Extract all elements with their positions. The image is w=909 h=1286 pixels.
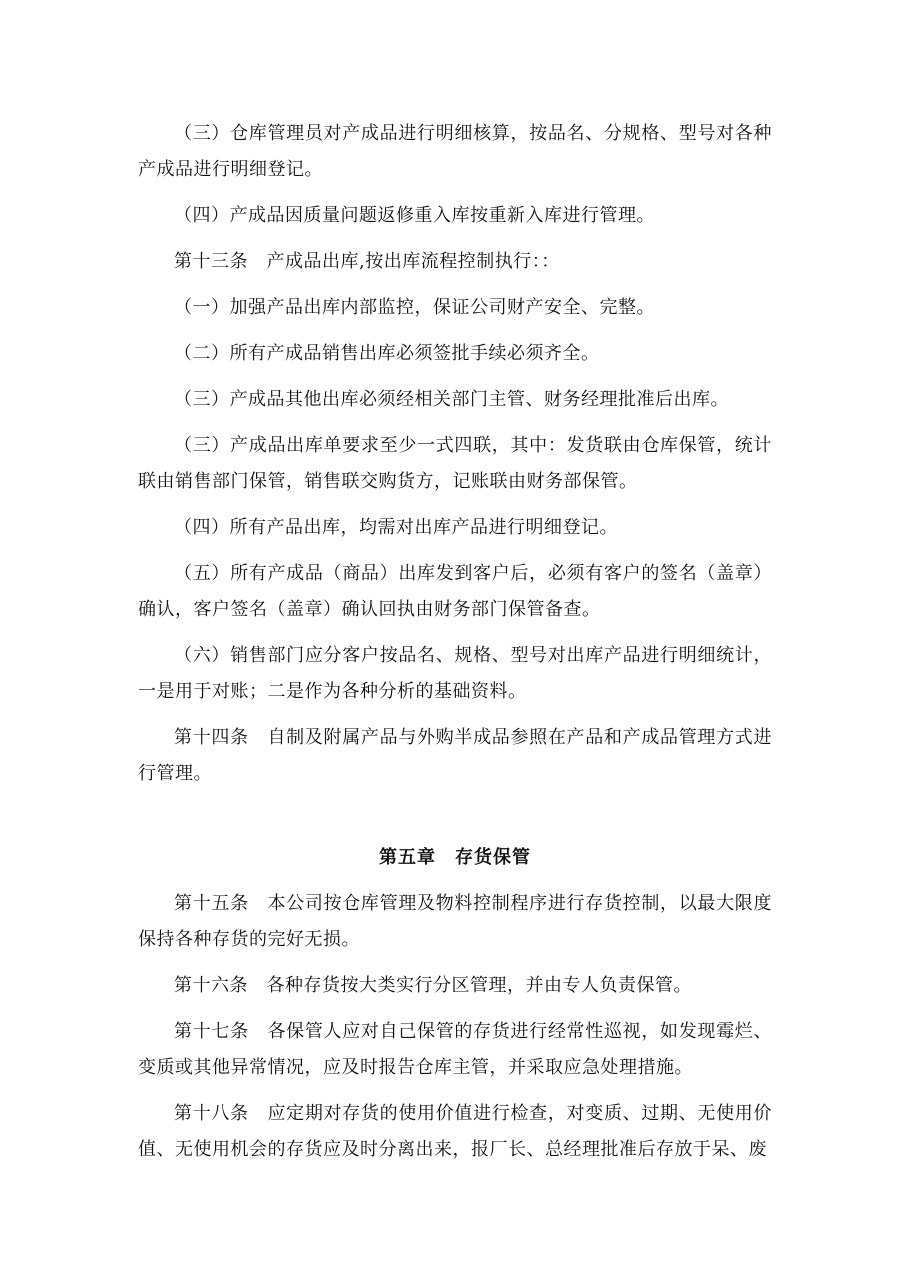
paragraph-3-other-outbound: （三）产成品其他出库必须经相关部门主管、财务经理批准后出库。	[174, 389, 729, 410]
paragraph-3-outbound-form: （三）产成品出库单要求至少一式四联，其中：发货联由仓库保管，统计联由销售部门保管，销售联交购货方，记账联由财务部保管。	[138, 435, 772, 492]
chapter-title: 第五章 存货保管	[379, 847, 531, 868]
paragraph-6-sales-statistics: （六）销售部门应分客户按品名、规格、型号对出库产品进行明细统计，一是用于对账；二是作为各种分析的基础资料。	[138, 645, 772, 702]
paragraph-2-approval: （二）所有产成品销售出库必须签批手续必须齐全。	[174, 343, 600, 364]
article-14: 第十四条 自制及附属产品与外购半成品参照在产品和产成品管理方式进行管理。	[138, 727, 772, 784]
article-17: 第十七条 各保管人应对自己保管的存货进行经常性巡视，如发现霉烂、变质或其他异常情况，应及时报告仓库主管，并采取应急处理措施。	[138, 1021, 772, 1078]
article-13-heading: 第十三条 产成品出库,按出库流程控制执行：：	[174, 251, 560, 272]
article-18: 第十八条 应定期对存货的使用价值进行检查，对变质、过期、无使用价值、无使用机会的存货应及时分离出来，报厂长、总经理批准后存放于呆、废	[138, 1103, 772, 1160]
paragraph-1-monitoring: （一）加强产品出库内部监控，保证公司财产安全、完整。	[174, 297, 655, 318]
article-15: 第十五条 本公司按仓库管理及物料控制程序进行存货控制，以最大限度保持各种存货的完好无损。	[138, 893, 772, 950]
article-16: 第十六条 各种存货按大类实行分区管理，并由专人负责保管。	[174, 975, 692, 996]
paragraph-5-customer-confirmation: （五）所有产成品（商品）出库发到客户后，必须有客户的签名（盖章）确认，客户签名（盖章）确认回执由财务部门保管备查。	[138, 563, 772, 620]
paragraph-3-detail-accounting: （三）仓库管理员对产成品进行明细核算，按品名、分规格、型号对各种产成品进行明细登记。	[138, 123, 772, 180]
document-body	[138, 116, 772, 1178]
paragraph-4-registration: （四）所有产品出库，均需对出库产品进行明细登记。	[174, 517, 618, 538]
paragraph-4-rework: （四）产成品因质量问题返修重入库按重新入库进行管理。	[174, 205, 655, 226]
